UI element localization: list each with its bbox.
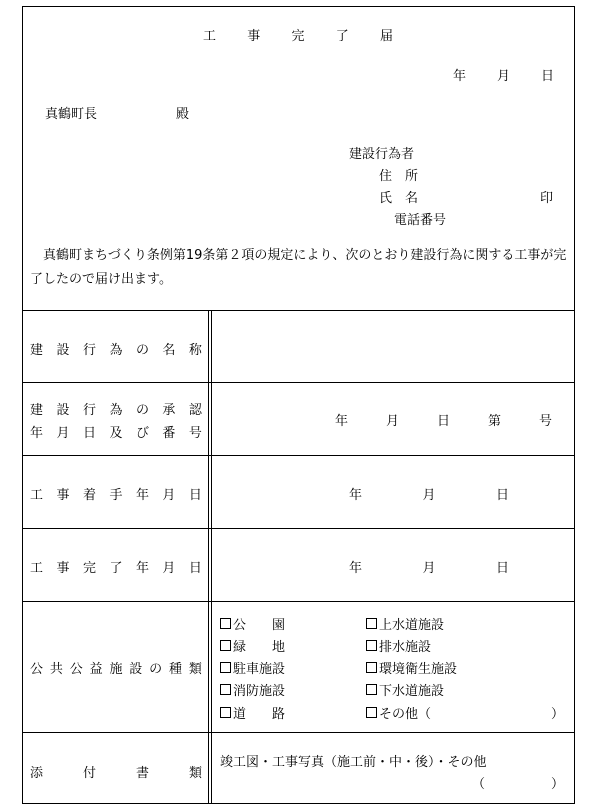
honorific: 殿 (176, 107, 190, 122)
attachments-list: 竣工図・工事写真（施工前・中・後）・その他 (220, 755, 487, 770)
facility-option-sanitation[interactable]: 環境衛生施設 (366, 658, 457, 677)
completion-date-value: 年 月 日 (349, 561, 509, 576)
seal-mark: 印 (540, 191, 554, 206)
facility-option-park[interactable]: 公 園 (220, 614, 285, 633)
divider-row-5 (22, 732, 575, 733)
submission-date: 年 月 日 (453, 69, 554, 84)
divider-header (22, 310, 575, 311)
facility-option-other[interactable]: その他（ (366, 703, 431, 722)
checkbox[interactable] (220, 618, 231, 629)
label-facility-types: 公 共 公 益 施 設 の 種 類 (30, 662, 202, 677)
checkbox[interactable] (366, 618, 377, 629)
label-approval-line2: 年 月 日 及 び 番 号 (30, 426, 202, 441)
label-approval-line1: 建 設 行 為 の 承 認 (30, 403, 202, 418)
addressee: 真鶴町長 (45, 107, 98, 122)
facility-option-sewer[interactable]: 下水道施設 (366, 680, 444, 699)
attachments-paren-close: ） (551, 777, 565, 792)
checkbox[interactable] (366, 640, 377, 651)
divider-row-4 (22, 601, 575, 602)
column-divider (208, 310, 212, 804)
checkbox[interactable] (220, 707, 231, 718)
label-completion-date: 工 事 完 了 年 月 日 (30, 561, 202, 576)
divider-row-2 (22, 455, 575, 456)
checkbox[interactable] (366, 684, 377, 695)
divider-row-3 (22, 528, 575, 529)
name-label: 氏 名 (379, 191, 419, 206)
form-title: 工 事 完 了 届 (203, 29, 393, 44)
divider-row-1 (22, 382, 575, 383)
checkbox[interactable] (366, 662, 377, 673)
checkbox[interactable] (366, 707, 377, 718)
start-date-value: 年 月 日 (349, 488, 509, 503)
label-start-date: 工 事 着 手 年 月 日 (30, 488, 202, 503)
facility-other-close-paren: ） (551, 707, 565, 722)
checkbox[interactable] (220, 684, 231, 695)
declaration-text: 真鶴町まちづくり条例第19条第２項の規定により、次のとおり建設行為に関する工事が完了したので届け出ます。 (30, 248, 567, 287)
address-label: 住 所 (379, 169, 419, 184)
label-attachments: 添 付 書 類 (30, 766, 202, 781)
facility-option-road[interactable]: 道 路 (220, 703, 285, 722)
approval-value: 年 月 日 第 号 (335, 414, 552, 429)
facility-option-drainage[interactable]: 排水施設 (366, 636, 431, 655)
label-project-name: 建 設 行 為 の 名 称 (30, 343, 202, 358)
phone-label: 電話番号 (394, 213, 447, 228)
facility-option-water-supply[interactable]: 上水道施設 (366, 614, 444, 633)
facility-option-green-space[interactable]: 緑 地 (220, 636, 285, 655)
facility-option-parking[interactable]: 駐車施設 (220, 658, 285, 677)
checkbox[interactable] (220, 640, 231, 651)
applicant-heading: 建設行為者 (349, 147, 415, 162)
checkbox[interactable] (220, 662, 231, 673)
attachments-paren-open: （ (472, 777, 486, 792)
facility-option-fire[interactable]: 消防施設 (220, 680, 285, 699)
